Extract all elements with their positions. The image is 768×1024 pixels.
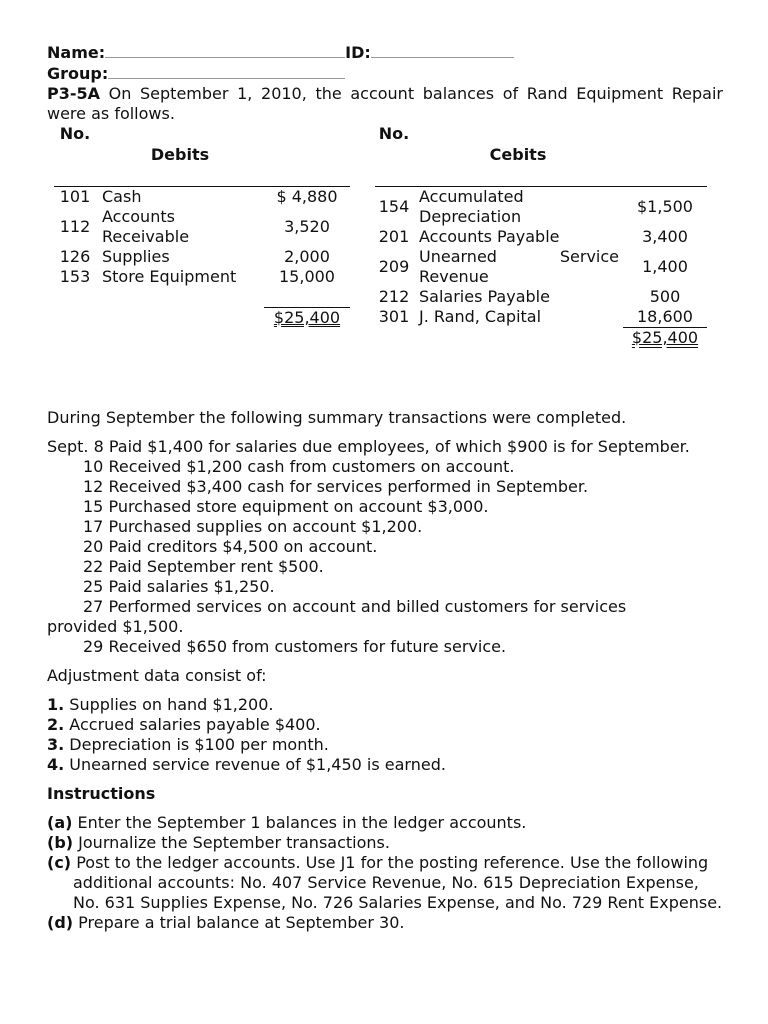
- instruction-item: (a) Enter the September 1 balances in the ledger accounts.: [47, 813, 527, 832]
- debits-total: $25,400: [273, 307, 341, 327]
- group-blank: [108, 63, 345, 79]
- transaction-item: 25 Paid salaries $1,250.: [83, 577, 275, 596]
- name-blank: [105, 42, 345, 58]
- table-row: [375, 247, 707, 287]
- account-name: Accumulated Depreciation: [419, 187, 524, 226]
- account-amount: 18,600: [623, 307, 707, 328]
- account-number: 212: [378, 287, 410, 306]
- problem-intro: On September 1, 2010, the account balances of Rand Equipment Repair were as follows.: [47, 84, 723, 123]
- table-row: [375, 187, 707, 228]
- account-amount: 3,520: [284, 217, 330, 236]
- balance-tables: [47, 124, 723, 408]
- account-name: Salaries Payable: [419, 287, 550, 306]
- debits-title: Debits: [96, 124, 264, 187]
- instructions-heading: Instructions: [47, 784, 156, 803]
- transaction-item-29: 29 Received $650 from customers for future service.: [83, 637, 507, 656]
- table-row: [375, 307, 707, 328]
- account-number: 153: [59, 267, 91, 286]
- account-name: Accounts Payable: [419, 227, 560, 246]
- account-amount: 500: [649, 287, 681, 306]
- account-amount: 2,000: [284, 247, 330, 266]
- account-name: Supplies: [102, 247, 170, 266]
- group-label: Group:: [47, 64, 109, 83]
- id-blank: [371, 42, 514, 58]
- account-number: 301: [378, 307, 410, 327]
- transaction-item: 20 Paid creditors $4,500 on account.: [83, 537, 378, 556]
- transaction-item: 15 Purchased store equipment on account $3,000.: [83, 497, 489, 516]
- table-row: [54, 267, 350, 287]
- worksheet: [47, 42, 723, 933]
- account-name: J. Rand, Capital: [419, 307, 542, 327]
- name-id-line: [47, 42, 723, 63]
- credits-title: Cebits: [413, 124, 623, 187]
- transaction-item: 10 Received $1,200 cash from customers on account.: [83, 457, 515, 476]
- table-row: [54, 247, 350, 267]
- account-name: Unearned Service Revenue: [419, 247, 619, 286]
- adjustment-item: 1. Supplies on hand $1,200.: [47, 695, 274, 714]
- table-row: [54, 187, 350, 208]
- table-row: [375, 227, 707, 247]
- adjustment-item: 3. Depreciation is $100 per month.: [47, 735, 329, 754]
- transactions-lead: During September the following summary transactions were completed.: [47, 408, 627, 427]
- account-name: Store Equipment: [102, 267, 237, 286]
- transaction-item-27-cont: provided $1,500.: [47, 617, 184, 636]
- account-amount: $ 4,880: [276, 187, 338, 206]
- transaction-sept8: Sept. 8 Paid $1,400 for salaries due employees, of which $900 is for September.: [47, 437, 690, 456]
- debits-amount-header: [264, 124, 350, 187]
- account-number: 101: [59, 187, 91, 206]
- instruction-item: (b) Journalize the September transactions.: [47, 833, 390, 852]
- instruction-item: (d) Prepare a trial balance at September 30.: [47, 913, 405, 932]
- account-name: Cash: [102, 187, 142, 206]
- credits-total: $25,400: [631, 328, 699, 347]
- account-amount: 1,400: [642, 257, 688, 276]
- table-total-row: [54, 307, 350, 328]
- adjustment-item: 4. Unearned service revenue of $1,450 is earned.: [47, 755, 446, 774]
- debits-table: [54, 124, 350, 328]
- table-row: [54, 207, 350, 247]
- transaction-item: 12 Received $3,400 cash for services performed in September.: [83, 477, 589, 496]
- adjustment-item: 2. Accrued salaries payable $400.: [47, 715, 321, 734]
- credits-amount-header: [623, 124, 707, 187]
- problem-code: P3-5A: [47, 84, 101, 103]
- instruction-item: (c) Post to the ledger accounts. Use J1 for the posting reference. Use the following additional accounts: No. 407 Service Revenue, No. 615 Depreciation Expense, No. 631 Supplies Expense, No. 726 Salaries Expense, and No. 729 Rent Expense.: [47, 853, 723, 912]
- credits-no-header: No.: [375, 124, 413, 187]
- table-total-row: [375, 328, 707, 349]
- account-number: 154: [378, 197, 410, 216]
- transaction-item-27: 27 Performed services on account and billed customers for services: [83, 597, 627, 616]
- account-number: 209: [378, 257, 410, 276]
- transaction-item: 22 Paid September rent $500.: [83, 557, 324, 576]
- account-amount: 3,400: [642, 227, 688, 246]
- name-label: Name:: [47, 43, 106, 62]
- account-amount: 15,000: [279, 267, 335, 286]
- id-label: ID:: [345, 43, 371, 62]
- account-amount: $1,500: [637, 197, 693, 216]
- debits-no-header: No.: [54, 124, 96, 187]
- group-line: [47, 63, 723, 84]
- table-row: [375, 287, 707, 307]
- account-number: 201: [378, 227, 410, 246]
- adjustments-lead: Adjustment data consist of:: [47, 666, 267, 685]
- account-number: 112: [59, 217, 91, 236]
- credits-table: [375, 124, 707, 348]
- transaction-item: 17 Purchased supplies on account $1,200.: [83, 517, 423, 536]
- problem-statement: [47, 84, 723, 124]
- account-name: Accounts Receivable: [102, 207, 190, 246]
- account-number: 126: [59, 247, 91, 266]
